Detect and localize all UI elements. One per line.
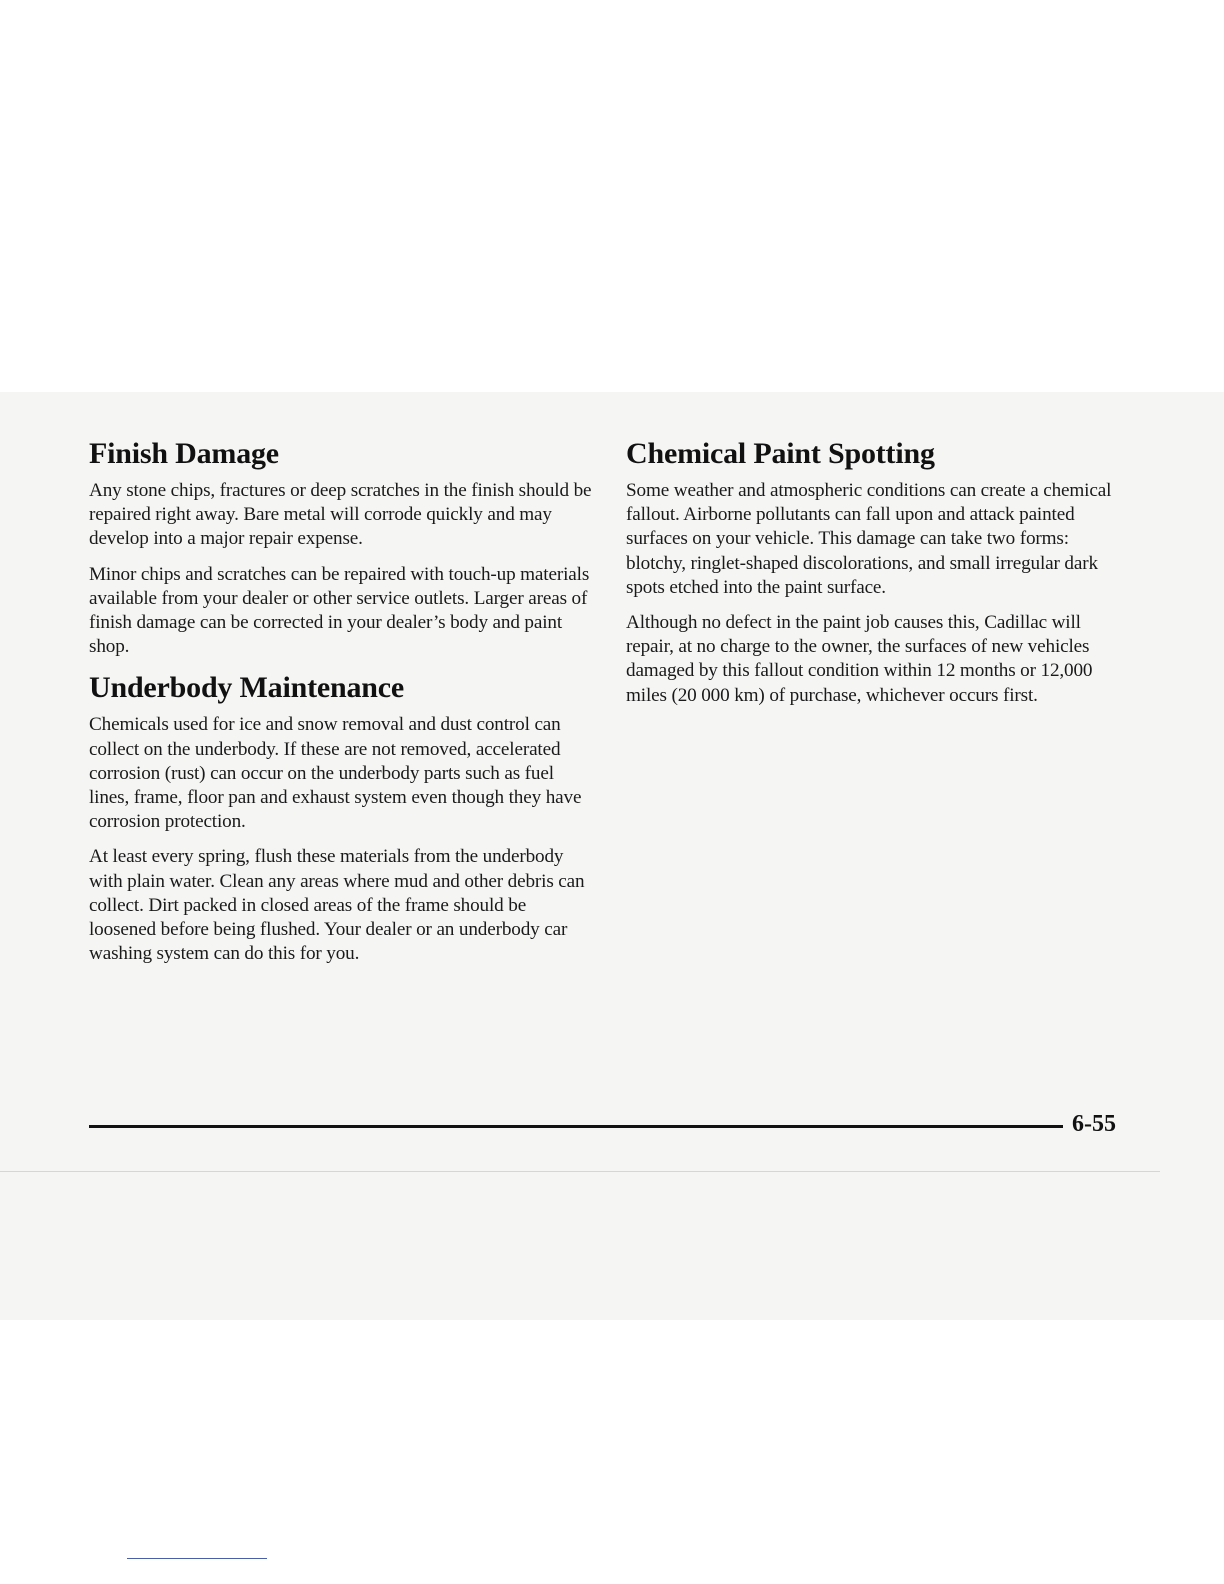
paragraph-underbody-1: Chemicals used for ice and snow removal and dust control can collect on the underbody. If these are not removed, accelerated corrosion (rust) can occur on the underbody parts such as fuel lines, frame, floor pan and exhaust system even though they have corrosion protection. (89, 714, 582, 833)
paragraph-finish-damage-2: Minor chips and scratches can be repaired with touch-up materials available from your dealer or other service outlets. Larger areas of finish damage can be corrected in your dealer’s body and paint shop. (89, 563, 590, 658)
footer-rule (89, 1125, 1063, 1128)
paragraph-finish-damage-1: Any stone chips, fractures or deep scratches in the finish should be repaired right away. Bare metal will corrode quickly and may develop into a major repair expense. (89, 480, 592, 550)
scan-edge-line (0, 1171, 1160, 1172)
right-column (626, 436, 1126, 719)
bottom-edge-mark (127, 1558, 267, 1559)
heading-chemical-paint-spotting: Chemical Paint Spotting (626, 437, 935, 470)
page-number: 6-55 (1072, 1111, 1116, 1137)
paragraph-underbody-2: At least every spring, flush these materials from the underbody with plain water. Clean any areas where mud and other debris can collect. Dirt packed in closed areas of the frame should be loosened before being flushed. Your dealer or an underbody car washing system can do this for you. (89, 846, 585, 965)
heading-finish-damage: Finish Damage (89, 437, 279, 470)
paragraph-chemical-1: Some weather and atmospheric conditions can create a chemical fallout. Airborne pollutants can fall upon and attack painted surfaces on your vehicle. This damage can take two forms: blotchy, ringlet-shaped discolorations, and small irregular dark spots etched into the paint surface. (626, 480, 1112, 598)
paragraph-chemical-2: Although no defect in the paint job causes this, Cadillac will repair, at no charge to the owner, the surfaces of new vehicles damaged by this fallout condition within 12 months or 12,000 miles (20 000 km) of purchase, whichever occurs first. (626, 612, 1093, 706)
heading-underbody-maintenance: Underbody Maintenance (89, 671, 404, 705)
left-column (89, 436, 594, 977)
